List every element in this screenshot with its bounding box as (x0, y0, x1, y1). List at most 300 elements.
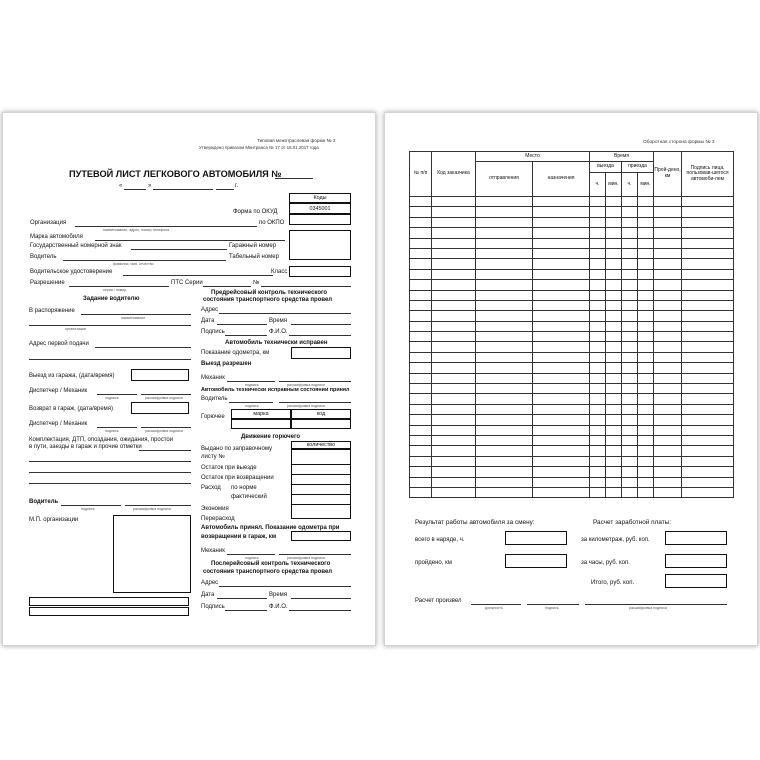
dispatcher-return-decode[interactable] (141, 427, 191, 428)
table-cell[interactable] (533, 269, 590, 279)
table-cell[interactable] (622, 363, 638, 373)
date-month-field[interactable] (153, 189, 213, 190)
table-cell[interactable] (533, 300, 590, 310)
table-cell[interactable] (638, 300, 654, 310)
table-cell[interactable] (476, 269, 533, 279)
table-cell[interactable] (590, 352, 606, 362)
stamp-box[interactable] (113, 515, 191, 593)
table-cell[interactable] (622, 332, 638, 342)
table-cell[interactable] (410, 477, 432, 487)
return-odometer-field[interactable] (291, 531, 351, 541)
table-cell[interactable] (606, 425, 622, 435)
table-cell[interactable] (476, 363, 533, 373)
distance-field[interactable] (505, 554, 567, 568)
table-cell[interactable] (682, 259, 734, 269)
table-cell[interactable] (606, 197, 622, 207)
table-cell[interactable] (638, 363, 654, 373)
table-cell[interactable] (606, 435, 622, 445)
table-cell[interactable] (638, 248, 654, 258)
table-cell[interactable] (622, 290, 638, 300)
calc-position-field[interactable] (471, 604, 521, 605)
pretrip-fio-field[interactable] (289, 335, 351, 336)
calc-signature-field[interactable] (527, 604, 579, 605)
table-cell[interactable] (606, 487, 622, 497)
table-cell[interactable] (590, 300, 606, 310)
table-cell[interactable] (533, 321, 590, 331)
table-cell[interactable] (638, 332, 654, 342)
table-cell[interactable] (476, 228, 533, 238)
date-year-field[interactable] (216, 189, 234, 190)
table-cell[interactable] (682, 435, 734, 445)
table-cell[interactable] (432, 384, 476, 394)
table-cell[interactable] (410, 332, 432, 342)
pretrip-date-field[interactable] (217, 324, 267, 325)
table-cell[interactable] (590, 477, 606, 487)
table-cell[interactable] (410, 321, 432, 331)
table-cell[interactable] (533, 280, 590, 290)
table-cell[interactable] (606, 352, 622, 362)
table-cell[interactable] (410, 404, 432, 414)
table-cell[interactable] (432, 248, 476, 258)
table-cell[interactable] (622, 384, 638, 394)
table-cell[interactable] (606, 332, 622, 342)
table-cell[interactable] (638, 467, 654, 477)
table-cell[interactable] (654, 363, 682, 373)
table-cell[interactable] (432, 373, 476, 383)
table-cell[interactable] (533, 228, 590, 238)
table-cell[interactable] (622, 477, 638, 487)
table-cell[interactable] (533, 467, 590, 477)
table-cell[interactable] (654, 228, 682, 238)
table-cell[interactable] (533, 248, 590, 258)
table-cell[interactable] (654, 248, 682, 258)
table-cell[interactable] (654, 425, 682, 435)
table-cell[interactable] (606, 404, 622, 414)
table-cell[interactable] (590, 394, 606, 404)
table-cell[interactable] (432, 207, 476, 217)
table-cell[interactable] (622, 207, 638, 217)
table-cell[interactable] (476, 311, 533, 321)
table-cell[interactable] (533, 477, 590, 487)
table-cell[interactable] (606, 248, 622, 258)
table-cell[interactable] (432, 363, 476, 373)
table-cell[interactable] (432, 456, 476, 466)
table-cell[interactable] (654, 300, 682, 310)
table-cell[interactable] (533, 290, 590, 300)
table-cell[interactable] (410, 456, 432, 466)
table-cell[interactable] (590, 425, 606, 435)
table-cell[interactable] (410, 269, 432, 279)
table-cell[interactable] (432, 467, 476, 477)
table-cell[interactable] (682, 197, 734, 207)
table-cell[interactable] (410, 228, 432, 238)
table-cell[interactable] (533, 425, 590, 435)
mechanic-return-decode[interactable] (279, 554, 351, 555)
table-cell[interactable] (606, 373, 622, 383)
table-cell[interactable] (432, 321, 476, 331)
waybill-number-field[interactable] (275, 178, 313, 179)
table-cell[interactable] (476, 342, 533, 352)
car-codes-field[interactable] (289, 230, 351, 260)
table-cell[interactable] (410, 259, 432, 269)
table-cell[interactable] (606, 477, 622, 487)
table-cell[interactable] (410, 435, 432, 445)
table-cell[interactable] (410, 238, 432, 248)
table-cell[interactable] (654, 487, 682, 497)
table-cell[interactable] (654, 477, 682, 487)
table-cell[interactable] (606, 311, 622, 321)
mechanic-return-signature[interactable] (227, 554, 275, 555)
table-cell[interactable] (590, 228, 606, 238)
table-cell[interactable] (654, 311, 682, 321)
table-cell[interactable] (638, 352, 654, 362)
table-cell[interactable] (638, 321, 654, 331)
car-brand-field[interactable] (95, 240, 285, 241)
table-cell[interactable] (622, 248, 638, 258)
table-cell[interactable] (432, 332, 476, 342)
table-cell[interactable] (622, 373, 638, 383)
table-cell[interactable] (622, 228, 638, 238)
table-cell[interactable] (654, 435, 682, 445)
table-cell[interactable] (533, 238, 590, 248)
table-cell[interactable] (682, 311, 734, 321)
table-cell[interactable] (638, 487, 654, 497)
table-cell[interactable] (622, 425, 638, 435)
table-cell[interactable] (410, 217, 432, 227)
table-cell[interactable] (432, 415, 476, 425)
table-cell[interactable] (476, 207, 533, 217)
table-cell[interactable] (590, 487, 606, 497)
table-cell[interactable] (533, 487, 590, 497)
mechanic-exit-decode[interactable] (279, 381, 351, 382)
table-cell[interactable] (590, 311, 606, 321)
garage-return-field[interactable] (131, 402, 189, 414)
table-cell[interactable] (590, 248, 606, 258)
table-cell[interactable] (533, 456, 590, 466)
date-day-field[interactable] (124, 189, 146, 190)
table-cell[interactable] (410, 446, 432, 456)
table-cell[interactable] (606, 342, 622, 352)
table-cell[interactable] (432, 394, 476, 404)
table-cell[interactable] (654, 467, 682, 477)
table-cell[interactable] (654, 259, 682, 269)
calc-decode-field[interactable] (585, 604, 727, 605)
table-cell[interactable] (533, 332, 590, 342)
bottom-field-1[interactable] (29, 597, 189, 606)
table-cell[interactable] (682, 269, 734, 279)
table-cell[interactable] (410, 363, 432, 373)
table-cell[interactable] (622, 352, 638, 362)
dispatcher-exit-signature[interactable] (97, 394, 137, 395)
table-cell[interactable] (638, 311, 654, 321)
table-cell[interactable] (533, 197, 590, 207)
notes-field-2[interactable] (29, 461, 191, 462)
table-cell[interactable] (638, 404, 654, 414)
table-cell[interactable] (533, 373, 590, 383)
table-cell[interactable] (638, 197, 654, 207)
table-cell[interactable] (682, 207, 734, 217)
driver-signature-field[interactable] (61, 505, 121, 506)
table-cell[interactable] (533, 217, 590, 227)
table-cell[interactable] (533, 384, 590, 394)
table-cell[interactable] (410, 352, 432, 362)
table-cell[interactable] (432, 446, 476, 456)
table-cell[interactable] (432, 197, 476, 207)
table-cell[interactable] (638, 394, 654, 404)
table-cell[interactable] (606, 394, 622, 404)
table-cell[interactable] (638, 435, 654, 445)
fuel-brand-field[interactable] (231, 419, 291, 429)
table-cell[interactable] (590, 197, 606, 207)
table-cell[interactable] (654, 269, 682, 279)
license-field[interactable] (123, 275, 273, 276)
notes-field-1[interactable] (139, 450, 191, 451)
table-cell[interactable] (622, 456, 638, 466)
table-cell[interactable] (590, 321, 606, 331)
table-cell[interactable] (682, 363, 734, 373)
table-cell[interactable] (410, 311, 432, 321)
table-cell[interactable] (606, 300, 622, 310)
table-cell[interactable] (654, 290, 682, 300)
table-cell[interactable] (590, 259, 606, 269)
bottom-field-2[interactable] (29, 607, 189, 616)
posttrip-fio-field[interactable] (289, 610, 351, 611)
table-cell[interactable] (682, 477, 734, 487)
table-cell[interactable] (590, 415, 606, 425)
table-cell[interactable] (590, 384, 606, 394)
pts-series-field[interactable] (203, 286, 251, 287)
table-cell[interactable] (682, 373, 734, 383)
pretrip-time-field[interactable] (291, 324, 351, 325)
table-cell[interactable] (432, 311, 476, 321)
table-cell[interactable] (606, 446, 622, 456)
first-address-field[interactable] (95, 347, 191, 348)
table-cell[interactable] (432, 404, 476, 414)
table-cell[interactable] (476, 321, 533, 331)
table-cell[interactable] (654, 342, 682, 352)
table-cell[interactable] (410, 290, 432, 300)
table-cell[interactable] (533, 446, 590, 456)
dispatcher-return-signature[interactable] (97, 427, 137, 428)
table-cell[interactable] (654, 394, 682, 404)
table-cell[interactable] (410, 394, 432, 404)
table-cell[interactable] (682, 487, 734, 497)
table-cell[interactable] (590, 217, 606, 227)
table-cell[interactable] (606, 290, 622, 300)
dispatcher-exit-decode[interactable] (141, 394, 191, 395)
table-cell[interactable] (638, 280, 654, 290)
table-cell[interactable] (606, 321, 622, 331)
table-cell[interactable] (476, 425, 533, 435)
posttrip-signature-field[interactable] (225, 610, 267, 611)
table-cell[interactable] (410, 425, 432, 435)
driver-name-field[interactable] (63, 260, 226, 261)
table-cell[interactable] (533, 311, 590, 321)
per-km-field[interactable] (665, 531, 727, 545)
table-cell[interactable] (682, 217, 734, 227)
table-cell[interactable] (638, 269, 654, 279)
table-cell[interactable] (533, 259, 590, 269)
table-cell[interactable] (682, 332, 734, 342)
table-cell[interactable] (432, 435, 476, 445)
organization-field[interactable] (75, 226, 257, 227)
table-cell[interactable] (622, 259, 638, 269)
table-cell[interactable] (606, 467, 622, 477)
table-cell[interactable] (476, 259, 533, 269)
table-cell[interactable] (682, 467, 734, 477)
table-cell[interactable] (622, 342, 638, 352)
odometer-field[interactable] (291, 347, 351, 359)
table-cell[interactable] (654, 280, 682, 290)
disposal-field[interactable] (81, 314, 191, 315)
table-cell[interactable] (606, 207, 622, 217)
table-cell[interactable] (682, 352, 734, 362)
table-cell[interactable] (606, 228, 622, 238)
table-cell[interactable] (410, 373, 432, 383)
table-cell[interactable] (606, 238, 622, 248)
table-cell[interactable] (682, 280, 734, 290)
table-cell[interactable] (638, 217, 654, 227)
table-cell[interactable] (682, 384, 734, 394)
table-cell[interactable] (533, 363, 590, 373)
table-cell[interactable] (410, 384, 432, 394)
table-cell[interactable] (638, 207, 654, 217)
class-code-field[interactable] (289, 266, 351, 277)
table-cell[interactable] (476, 467, 533, 477)
table-cell[interactable] (638, 228, 654, 238)
table-cell[interactable] (622, 238, 638, 248)
table-cell[interactable] (476, 435, 533, 445)
table-cell[interactable] (654, 373, 682, 383)
table-cell[interactable] (476, 477, 533, 487)
table-cell[interactable] (410, 415, 432, 425)
per-hour-field[interactable] (665, 554, 727, 568)
table-cell[interactable] (654, 415, 682, 425)
table-cell[interactable] (533, 394, 590, 404)
table-cell[interactable] (682, 321, 734, 331)
table-cell[interactable] (590, 373, 606, 383)
table-cell[interactable] (606, 269, 622, 279)
table-cell[interactable] (638, 238, 654, 248)
permit-field[interactable] (69, 286, 169, 287)
table-cell[interactable] (622, 300, 638, 310)
table-cell[interactable] (476, 300, 533, 310)
table-cell[interactable] (682, 456, 734, 466)
posttrip-date-field[interactable] (217, 598, 267, 599)
table-cell[interactable] (682, 415, 734, 425)
table-cell[interactable] (476, 290, 533, 300)
table-cell[interactable] (654, 217, 682, 227)
table-cell[interactable] (654, 456, 682, 466)
table-cell[interactable] (432, 342, 476, 352)
table-cell[interactable] (654, 238, 682, 248)
table-cell[interactable] (476, 248, 533, 258)
table-cell[interactable] (622, 321, 638, 331)
table-cell[interactable] (410, 248, 432, 258)
table-cell[interactable] (476, 487, 533, 497)
table-cell[interactable] (590, 467, 606, 477)
table-cell[interactable] (590, 363, 606, 373)
table-cell[interactable] (654, 446, 682, 456)
table-cell[interactable] (622, 217, 638, 227)
table-cell[interactable] (606, 280, 622, 290)
table-cell[interactable] (476, 352, 533, 362)
driver-accept-signature[interactable] (229, 402, 273, 403)
table-cell[interactable] (533, 435, 590, 445)
table-cell[interactable] (590, 269, 606, 279)
table-cell[interactable] (432, 269, 476, 279)
table-cell[interactable] (590, 435, 606, 445)
table-cell[interactable] (622, 404, 638, 414)
table-cell[interactable] (682, 394, 734, 404)
table-cell[interactable] (590, 404, 606, 414)
garage-exit-field[interactable] (131, 369, 189, 381)
table-cell[interactable] (622, 394, 638, 404)
disposal-field-2[interactable] (29, 325, 191, 326)
table-cell[interactable] (410, 197, 432, 207)
table-cell[interactable] (622, 280, 638, 290)
table-cell[interactable] (606, 363, 622, 373)
table-cell[interactable] (622, 467, 638, 477)
table-cell[interactable] (654, 404, 682, 414)
table-cell[interactable] (682, 290, 734, 300)
table-cell[interactable] (606, 384, 622, 394)
table-cell[interactable] (410, 342, 432, 352)
posttrip-time-field[interactable] (291, 598, 351, 599)
posttrip-address-field[interactable] (219, 586, 351, 587)
table-cell[interactable] (432, 352, 476, 362)
okpo-code-field[interactable] (289, 214, 351, 225)
table-cell[interactable] (638, 446, 654, 456)
table-cell[interactable] (682, 425, 734, 435)
table-cell[interactable] (638, 373, 654, 383)
table-cell[interactable] (432, 217, 476, 227)
table-cell[interactable] (590, 290, 606, 300)
table-cell[interactable] (476, 384, 533, 394)
table-cell[interactable] (590, 207, 606, 217)
table-cell[interactable] (432, 238, 476, 248)
table-cell[interactable] (606, 259, 622, 269)
total-field[interactable] (665, 574, 727, 588)
table-cell[interactable] (432, 425, 476, 435)
table-cell[interactable] (622, 435, 638, 445)
table-cell[interactable] (606, 456, 622, 466)
driver-accept-decode[interactable] (279, 402, 351, 403)
table-cell[interactable] (590, 280, 606, 290)
table-cell[interactable] (476, 446, 533, 456)
table-cell[interactable] (638, 384, 654, 394)
table-cell[interactable] (476, 238, 533, 248)
table-cell[interactable] (410, 467, 432, 477)
notes-field-4[interactable] (29, 483, 191, 484)
table-cell[interactable] (606, 415, 622, 425)
table-cell[interactable] (476, 404, 533, 414)
table-cell[interactable] (432, 300, 476, 310)
table-cell[interactable] (638, 290, 654, 300)
table-cell[interactable] (410, 280, 432, 290)
table-cell[interactable] (590, 238, 606, 248)
table-cell[interactable] (432, 259, 476, 269)
driver-decode-field[interactable] (125, 505, 191, 506)
table-cell[interactable] (622, 311, 638, 321)
table-cell[interactable] (654, 207, 682, 217)
total-hours-field[interactable] (505, 531, 567, 545)
table-cell[interactable] (476, 373, 533, 383)
notes-field-3[interactable] (29, 472, 191, 473)
table-cell[interactable] (638, 342, 654, 352)
table-cell[interactable] (638, 456, 654, 466)
pretrip-signature-field[interactable] (225, 335, 267, 336)
